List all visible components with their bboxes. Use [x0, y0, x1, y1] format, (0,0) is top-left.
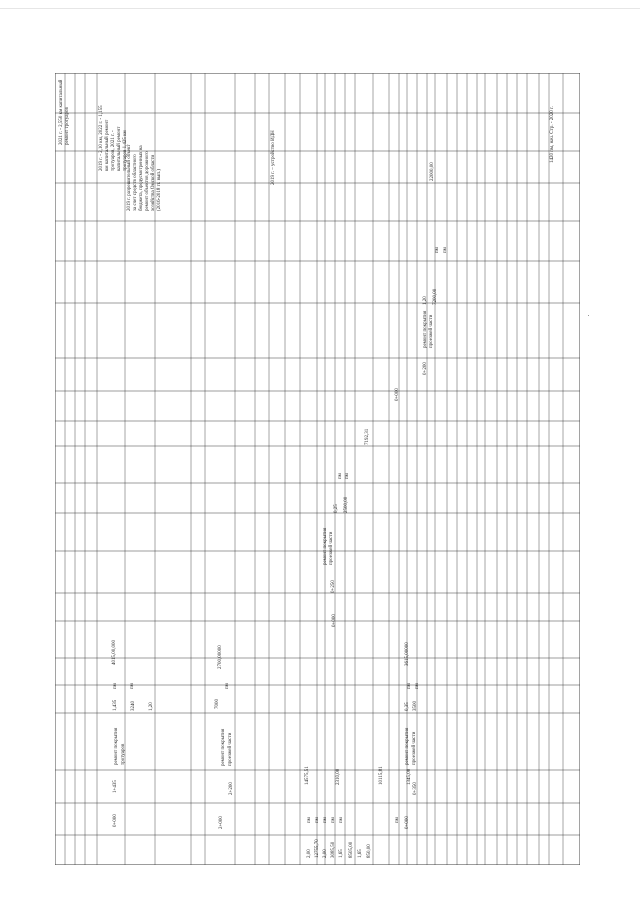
remark-r1: 2021 г. - 2,550 км капитальный ремонт тротуаров — [59, 79, 70, 145]
area-c18-r9: 3500 — [413, 701, 418, 711]
start-c7: 0+000 — [395, 388, 400, 401]
cost-c9: 7192,31 — [365, 428, 370, 445]
area-c25-a: 12755,70 — [315, 839, 320, 858]
end-c6: 0+200 — [423, 362, 428, 375]
area-c4: 7200,00 — [433, 288, 438, 305]
cost-c16-r3: 2700,00000 — [218, 645, 223, 669]
total-c23-r12: 2310,00 — [336, 768, 341, 785]
width-c4: 1,20 — [423, 296, 428, 305]
area-c25-c: 8505,00 — [349, 841, 354, 858]
work-c19-r1-b: тротуаров — [121, 743, 126, 765]
remark-r28: 1420 пм, нач. Стр. - 2020 г. — [550, 106, 555, 163]
width-c18-r9: 0,35 — [405, 702, 410, 711]
unit-c24-c: пм — [323, 817, 328, 823]
area-c25-d: 850,00 — [367, 844, 372, 858]
width-c25-d: 1,65 — [358, 849, 363, 858]
area-c11: 2500,00 — [344, 496, 349, 513]
unit-c17-r9: пм — [407, 683, 412, 689]
area-c25-b: 3085,50 — [331, 841, 336, 858]
work-c19-r3-a: ремонт покрытия — [221, 728, 226, 766]
unit-c17-r3: пм — [225, 683, 230, 689]
start-c21-r9: 0+000 — [405, 816, 410, 829]
width-c18-r1: 1,435 — [113, 699, 118, 711]
unit-c24-d: пм — [331, 817, 336, 823]
unit-c17-r2: пм — [130, 683, 135, 689]
work-c12-a: ремонт покрытия — [323, 527, 328, 565]
work-c5-b: проезжей части — [429, 314, 434, 348]
width-c18-r2: 1,20 — [149, 702, 154, 711]
unit-c17-r9b: пм — [415, 683, 420, 689]
end-c20-r9: 0+350 — [413, 782, 418, 795]
unit-c3-b: пм — [443, 247, 448, 253]
unit-c24-b: пм — [315, 817, 320, 823]
rotated-table-sheet — [55, 73, 580, 865]
remark-r6: 2019 г. – устройство ИДН — [271, 130, 276, 185]
end-c13: 0+250 — [331, 580, 336, 593]
cost-c16-r1: 4015,00,000 — [112, 640, 117, 665]
area-c18-r1: 3240 — [131, 701, 136, 711]
start-c21-r3: 2+000 — [219, 816, 224, 829]
cost-c16-r9: 3615,00000 — [405, 642, 410, 666]
unit-c10-b: пм — [345, 473, 350, 479]
work-c19-r3-b: проезжей части — [228, 732, 233, 766]
unit-c10-a: пм — [338, 473, 343, 479]
unit-c17-r1: пм — [113, 683, 118, 689]
remark-r4: 2019 г. разрешительный объект за счет средств областного бюджета, предусмотренных на ремонт объектов дорожного хозяйства Омской области (2016-2018 гг. вып.) — [127, 144, 162, 211]
unit-c24-a: пм — [307, 817, 312, 823]
unit-c24-f: пм — [395, 817, 400, 823]
work-c19-r1-a: ремонт покрытия — [114, 727, 119, 765]
total-c23-r13: 10115,81 — [379, 766, 384, 785]
start-c21-r1: 0+000 — [113, 814, 118, 827]
area-c18-r3: 7000 — [215, 699, 220, 709]
work-c5-a: ремонт покрытия — [423, 310, 428, 348]
start-c14: 0+000 — [332, 614, 337, 627]
end-c20-r1: 1+435 — [113, 780, 118, 793]
top-rule — [0, 8, 640, 9]
cost-c2: 22000,00 — [430, 162, 435, 181]
scan-speck — [588, 315, 589, 316]
work-c12-b: проезжей части — [329, 531, 334, 565]
width-c11: 0,25 — [334, 504, 339, 513]
end-c20-r3: 2+200 — [229, 782, 234, 795]
width-c25-c: 1,65 — [339, 849, 344, 858]
remark-r3: 2019 г. - 2,10 км, 2022 г. - 1,155 км капитальный ремонт тротуаров, 2021 г. - капитальный ремонт тротуаров 1,425 км — [99, 105, 128, 171]
work-c19-r9-a: ремонт покрытия — [405, 727, 410, 765]
width-c25-b: 2,00 — [323, 849, 328, 858]
unit-c24-e: пм — [339, 817, 344, 823]
width-c25-a: 2,00 — [307, 849, 312, 858]
total-c23-r11: 14575,51 — [305, 766, 310, 785]
unit-c3-a: пм — [435, 247, 440, 253]
work-c19-r9-b: проезжей части — [412, 731, 417, 765]
total-c23-r14: 1345,00 — [407, 768, 412, 785]
